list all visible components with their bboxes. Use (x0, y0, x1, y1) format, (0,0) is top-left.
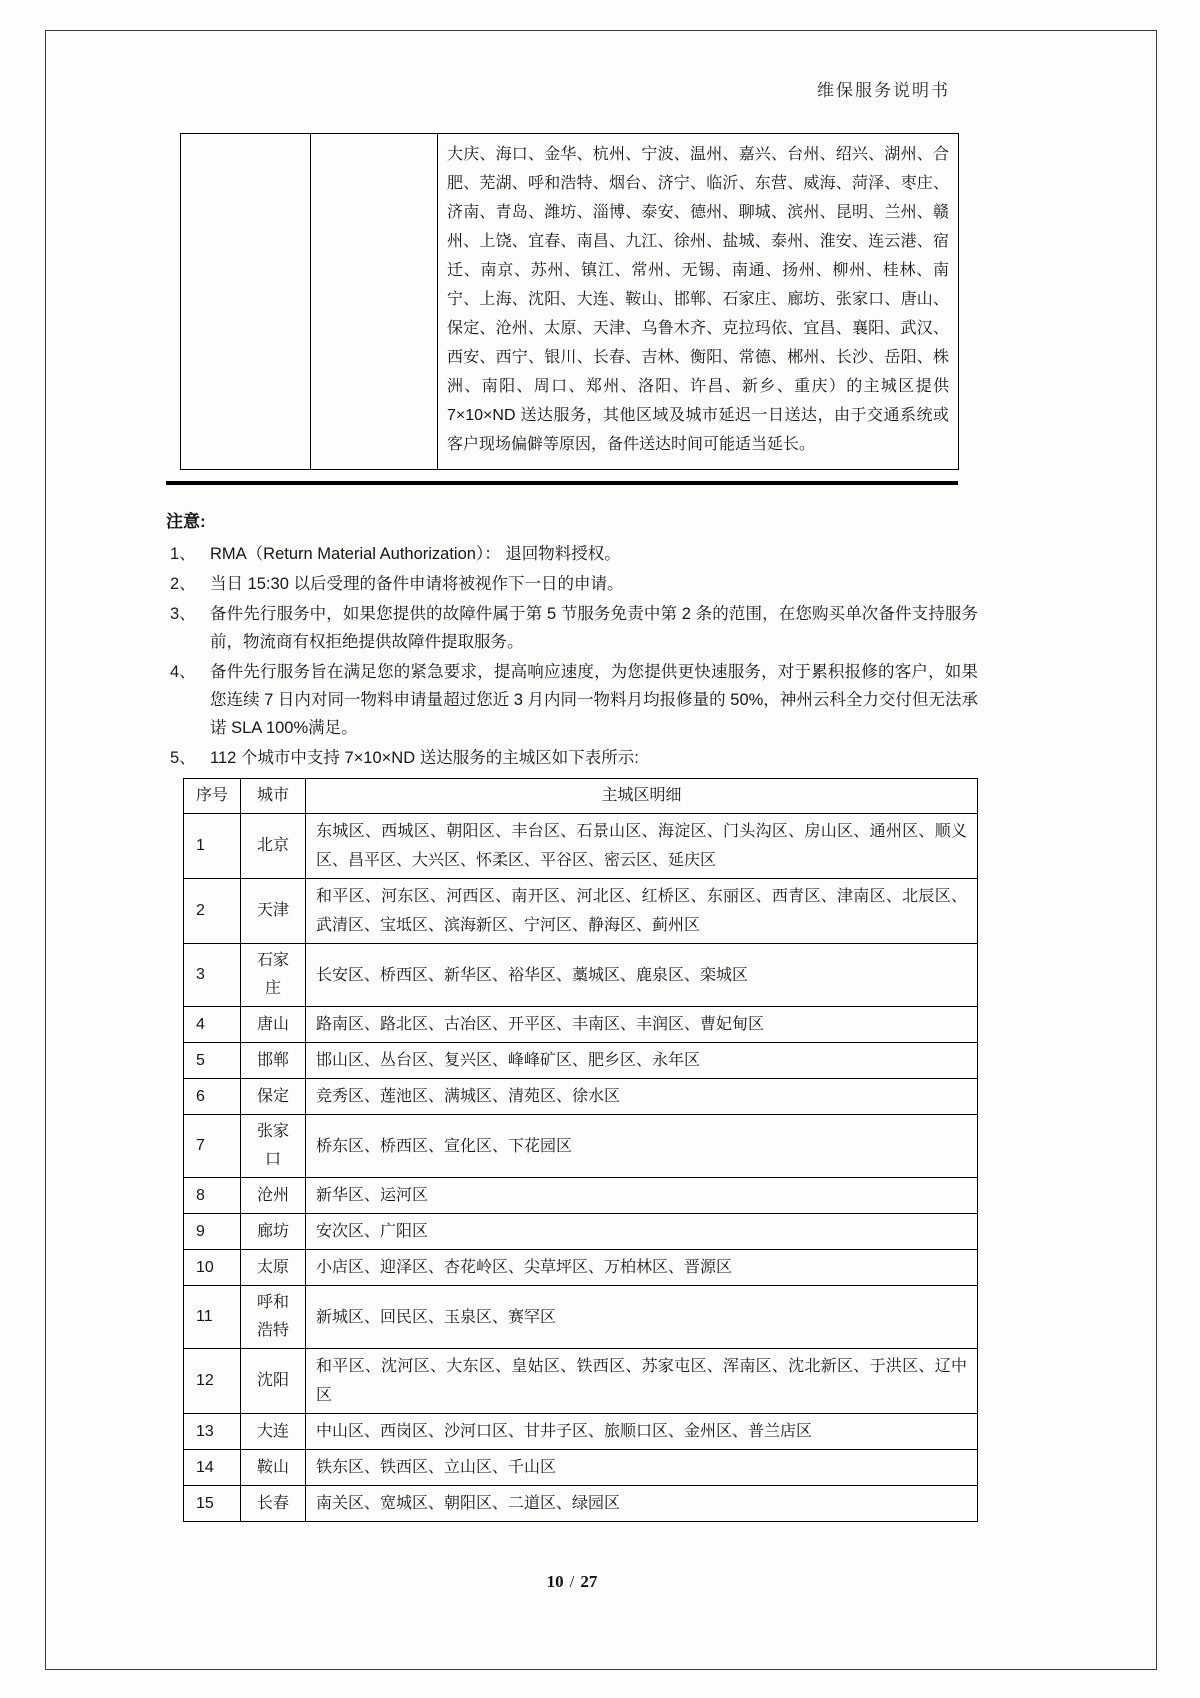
note-text: RMA（Return Material Authorization）： 退回物料授权。 (210, 545, 621, 563)
cell-city: 沧州 (241, 1178, 306, 1214)
cell-districts: 东城区、西城区、朝阳区、丰台区、石景山区、海淀区、门头沟区、房山区、通州区、顺义区、昌平区、大兴区、怀柔区、平谷区、密云区、延庆区 (306, 814, 978, 879)
cell-no: 15 (184, 1486, 241, 1522)
cell-no: 10 (184, 1250, 241, 1286)
cell-no: 14 (184, 1450, 241, 1486)
table-row (184, 1450, 978, 1486)
cell-districts: 新城区、回民区、玉泉区、赛罕区 (306, 1286, 978, 1349)
cell-districts: 和平区、沈河区、大东区、皇姑区、铁西区、苏家屯区、浑南区、沈北新区、于洪区、辽中区 (306, 1349, 978, 1414)
page-footer (166, 1572, 978, 1592)
cell-city: 保定 (241, 1079, 306, 1115)
column-header-districts: 主城区明细 (306, 779, 978, 814)
note-item (166, 744, 978, 772)
cell-no: 13 (184, 1414, 241, 1450)
note-number: 2、 (170, 575, 196, 593)
continuation-table (180, 133, 959, 470)
note-number: 4、 (170, 663, 196, 681)
city-table-body (184, 814, 978, 1522)
note-text: 备件先行服务中，如果您提供的故障件属于第 5 节服务免责中第 2 条的范围，在您购买单次备件支持服务前，物流商有权拒绝提供故障件提取服务。 (210, 605, 978, 651)
table-row (184, 1414, 978, 1450)
note-text: 112 个城市中支持 7×10×ND 送达服务的主城区如下表所示: (210, 749, 639, 767)
cell-city: 太原 (241, 1250, 306, 1286)
cell-city: 张家口 (241, 1115, 306, 1178)
table-row (184, 1349, 978, 1414)
table-row (184, 1486, 978, 1522)
cell-districts: 小店区、迎泽区、杏花岭区、尖草坪区、万柏林区、晋源区 (306, 1250, 978, 1286)
city-districts-table (183, 778, 978, 1522)
table-row (184, 1115, 978, 1178)
cell-districts: 长安区、桥西区、新华区、裕华区、藁城区、鹿泉区、栾城区 (306, 944, 978, 1007)
page-content (166, 133, 978, 1522)
cell-city: 长春 (241, 1486, 306, 1522)
page-number-total: 27 (580, 1572, 598, 1591)
continuation-cell-empty-1 (181, 134, 311, 470)
table-row (184, 814, 978, 879)
cell-districts: 铁东区、铁西区、立山区、千山区 (306, 1450, 978, 1486)
cell-city: 北京 (241, 814, 306, 879)
cell-city: 呼和浩特 (241, 1286, 306, 1349)
cell-no: 6 (184, 1079, 241, 1115)
cell-no: 4 (184, 1007, 241, 1043)
page-number-separator: / (569, 1572, 575, 1591)
note-text: 当日 15:30 以后受理的备件申请将被视作下一日的申请。 (210, 575, 624, 593)
note-text: 备件先行服务旨在满足您的紧急要求，提高响应速度，为您提供更快速服务，对于累积报修的客户，如果您连续 7 日内对同一物料申请量超过您近 3 月内同一物料月均报修量的 50%，神州云科全力交付但无法承诺 SLA 100%满足。 (210, 663, 978, 737)
cell-no: 5 (184, 1043, 241, 1079)
cell-no: 3 (184, 944, 241, 1007)
cell-no: 11 (184, 1286, 241, 1349)
note-number: 1、 (170, 545, 196, 563)
cell-districts: 竞秀区、莲池区、满城区、清苑区、徐水区 (306, 1079, 978, 1115)
cell-city: 石家庄 (241, 944, 306, 1007)
cell-city: 鞍山 (241, 1450, 306, 1486)
header-title: 维保服务说明书 (817, 81, 950, 100)
table-row (181, 134, 959, 470)
cell-no: 2 (184, 879, 241, 944)
page-number-current: 10 (546, 1572, 564, 1591)
city-list-paragraph: 大庆、海口、金华、杭州、宁波、温州、嘉兴、台州、绍兴、湖州、合肥、芜湖、呼和浩特、烟台、济宁、临沂、东营、威海、菏泽、枣庄、济南、青岛、潍坊、淄博、泰安、德州、聊城、滨州、昆明、兰州、赣州、上饶、宜春、南昌、九江、徐州、盐城、泰州、淮安、连云港、宿迁、南京、苏州、镇江、常州、无锡、南通、扬州、柳州、桂林、南宁、上海、沈阳、大连、鞍山、邯郸、石家庄、廊坊、张家口、唐山、保定、沧州、太原、天津、乌鲁木齐、克拉玛依、宜昌、襄阳、武汉、西安、西宁、银川、长春、吉林、衡阳、常德、郴州、长沙、岳阳、株洲、南阳、周口、郑州、洛阳、许昌、新乡、重庆）的主城区提供 7×10×ND 送达服务，其他区域及城市延迟一日送达，由于交通系统或客户现场偏僻等原因，备件送达时间可能适当延长。 (447, 146, 949, 453)
cell-city: 沈阳 (241, 1349, 306, 1414)
cell-districts: 桥东区、桥西区、宣化区、下花园区 (306, 1115, 978, 1178)
cell-districts: 南关区、宽城区、朝阳区、二道区、绿园区 (306, 1486, 978, 1522)
note-item (166, 570, 978, 598)
column-header-city: 城市 (241, 779, 306, 814)
cell-districts: 路南区、路北区、古冶区、开平区、丰南区、丰润区、曹妃甸区 (306, 1007, 978, 1043)
cell-districts: 邯山区、丛台区、复兴区、峰峰矿区、肥乡区、永年区 (306, 1043, 978, 1079)
cell-city: 唐山 (241, 1007, 306, 1043)
table-bottom-rule (166, 481, 958, 485)
note-number: 3、 (170, 605, 196, 623)
table-row (184, 1007, 978, 1043)
cell-no: 1 (184, 814, 241, 879)
cell-districts: 安次区、广阳区 (306, 1214, 978, 1250)
table-row (184, 1178, 978, 1214)
cell-no: 12 (184, 1349, 241, 1414)
notes-list (166, 540, 978, 772)
cell-districts: 和平区、河东区、河西区、南开区、河北区、红桥区、东丽区、西青区、津南区、北辰区、武清区、宝坻区、滨海新区、宁河区、静海区、蓟州区 (306, 879, 978, 944)
note-item (166, 540, 978, 568)
note-number: 5、 (170, 749, 196, 767)
continuation-cell-empty-2 (311, 134, 438, 470)
table-header-row (184, 779, 978, 814)
table-row (184, 944, 978, 1007)
note-item (166, 600, 978, 656)
cell-city: 天津 (241, 879, 306, 944)
cell-no: 9 (184, 1214, 241, 1250)
table-row (184, 1286, 978, 1349)
table-row (184, 1043, 978, 1079)
table-row (184, 879, 978, 944)
cell-districts: 新华区、运河区 (306, 1178, 978, 1214)
cell-city: 大连 (241, 1414, 306, 1450)
table-row (184, 1214, 978, 1250)
cell-no: 7 (184, 1115, 241, 1178)
cell-city: 廊坊 (241, 1214, 306, 1250)
cell-no: 8 (184, 1178, 241, 1214)
column-header-no: 序号 (184, 779, 241, 814)
continuation-cell-cities (438, 134, 959, 470)
notes-heading: 注意: (166, 512, 206, 531)
table-row (184, 1250, 978, 1286)
cell-city: 邯郸 (241, 1043, 306, 1079)
note-item (166, 658, 978, 742)
cell-districts: 中山区、西岗区、沙河口区、甘井子区、旅顺口区、金州区、普兰店区 (306, 1414, 978, 1450)
table-row (184, 1079, 978, 1115)
